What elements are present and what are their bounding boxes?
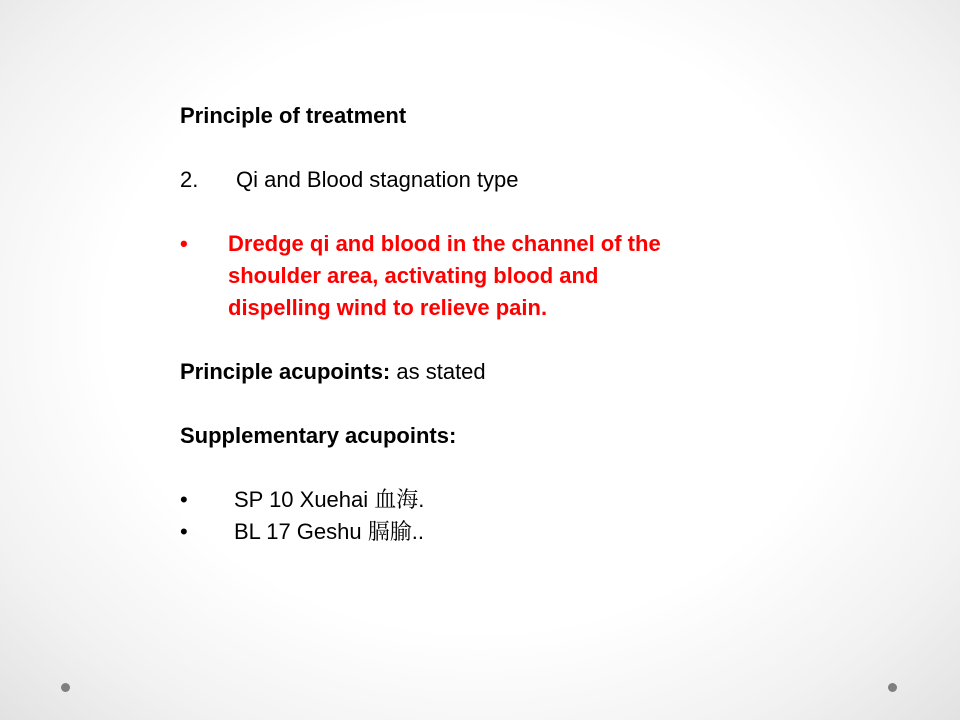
bullet-icon: • [180,519,188,544]
numbered-item [180,164,800,196]
supplementary-item-text: SP 10 Xuehai 血海. [234,487,425,512]
red-bullet-line: shoulder area, activating blood and [228,263,599,288]
slide-heading: Principle of treatment [180,103,407,128]
red-bullet-line: dispelling wind to relieve pain. [228,295,548,320]
spacer [180,132,800,164]
supplementary-item [180,516,800,548]
red-bullet-text [228,228,661,324]
supplementary-item-text: BL 17 Geshu 膈腧.. [234,519,424,544]
spacer [180,324,800,356]
corner-dot-left [61,683,70,692]
bullet-icon: • [180,487,188,512]
supplementary-item [180,484,800,516]
corner-dot-right [888,683,897,692]
principle-acupoints-value: as stated [390,359,486,384]
item-number: 2. [180,167,199,192]
spacer [180,196,800,228]
principle-acupoints-label: Principle acupoints: [180,359,391,384]
principle-acupoints [180,356,800,388]
red-bullet-point [180,228,800,324]
item-title: Qi and Blood stagnation type [236,167,519,192]
spacer [180,388,800,420]
bullet-icon: • [180,231,188,256]
supplementary-acupoints-label: Supplementary acupoints: [180,423,457,448]
red-bullet-line: Dredge qi and blood in the channel of the [228,231,661,256]
spacer [180,452,800,484]
slide-content [180,100,800,548]
